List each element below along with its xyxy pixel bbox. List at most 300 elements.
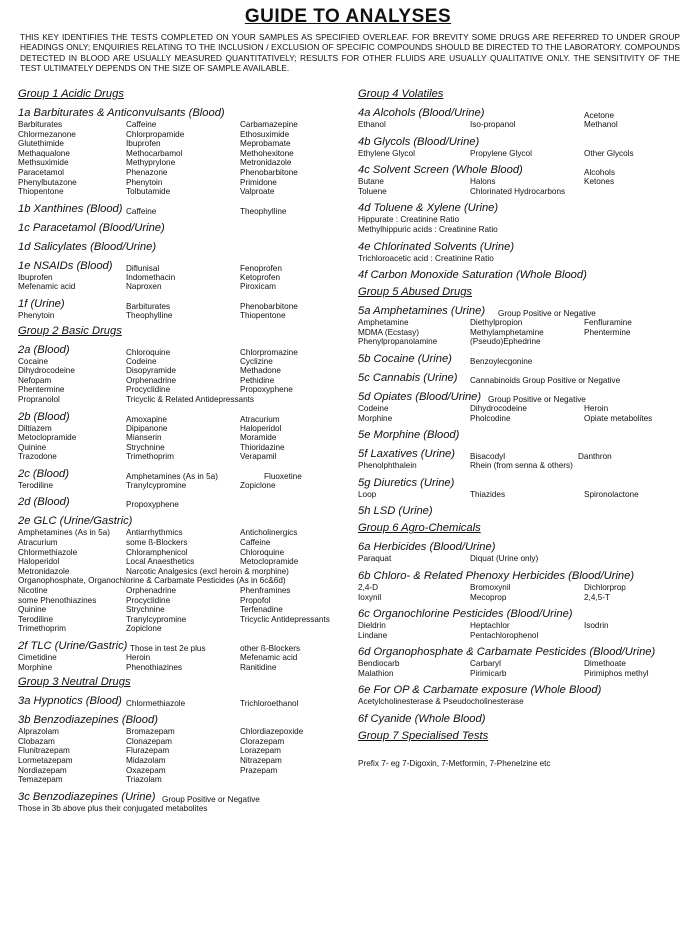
drug-name: Chloramphenicol (126, 547, 188, 557)
drug-list (358, 177, 683, 196)
drug-row (18, 168, 348, 178)
drug-list (18, 727, 348, 785)
drug-name: Fenfluramine (584, 318, 632, 328)
test-heading-text: 2c (Blood) (18, 467, 69, 480)
drug-list (358, 621, 683, 640)
drug-name: Zopiclone (126, 624, 162, 634)
drug-name: Chloroquine (240, 547, 285, 557)
test-section (358, 241, 683, 264)
drug-row (18, 187, 348, 197)
drug-name: Paraquat (358, 554, 392, 564)
drug-row (18, 775, 348, 785)
test-heading-text: 2f TLC (Urine/Gastric) (18, 640, 128, 652)
drug-name: Flurazepam (126, 746, 170, 756)
test-section (358, 608, 683, 640)
drug-name: some Phenothiazines (18, 595, 97, 605)
test-section (358, 713, 683, 726)
drug-name: Spironolactone (584, 489, 639, 499)
test-section (358, 541, 683, 564)
drug-name: Chlorinated Hydrocarbons (470, 186, 566, 196)
test-heading-text: 5f Laxatives (Urine) (358, 448, 455, 461)
test-section (18, 714, 348, 785)
inline-entry: Chlormethiazole (126, 699, 186, 709)
drug-list (18, 528, 348, 634)
test-section (358, 202, 683, 234)
drug-row (18, 385, 348, 395)
test-heading (18, 411, 348, 424)
drug-name: Ketoprofen (240, 272, 281, 282)
test-section (18, 791, 348, 814)
test-heading (358, 713, 683, 726)
drug-name: Cyclizine (240, 356, 273, 366)
drug-name: Haloperidol (18, 557, 60, 567)
drug-name: Caffeine (126, 120, 157, 129)
drug-row (18, 576, 348, 586)
drug-row (358, 554, 683, 564)
drug-name: Metoclopramide (240, 557, 299, 567)
inline-entry: Chlorpromazine (240, 347, 298, 357)
drug-row (358, 659, 683, 669)
test-heading-text: 5d Opiates (Blood/Urine) (358, 390, 482, 403)
drug-name: Mianserin (126, 433, 162, 443)
test-heading (358, 241, 683, 254)
test-heading-text: 6c Organochlorine Pesticides (Blood/Urine) (358, 608, 573, 621)
drug-row (18, 737, 348, 747)
drug-name: Mecoprop (470, 592, 507, 602)
group-heading: Group 4 Volatiles (358, 88, 444, 100)
drug-list (18, 653, 348, 672)
drug-row (358, 120, 683, 130)
drug-row (18, 548, 348, 558)
test-heading (18, 468, 348, 481)
drug-name: Codeine (358, 403, 389, 413)
test-section (358, 136, 683, 159)
inline-entry: Phenobarbitone (240, 301, 298, 311)
drug-list (358, 215, 683, 234)
drug-name: Pirimicarb (470, 668, 507, 678)
drug-name: Butane (358, 177, 384, 187)
test-heading (358, 477, 683, 490)
drug-name: Meprobamate (240, 139, 291, 149)
inline-entry: Amoxapine (126, 414, 167, 424)
drug-name: Methadone (240, 366, 281, 376)
drug-row (18, 538, 348, 548)
drug-row (358, 490, 683, 500)
inline-entry: Trichloroethanol (240, 699, 299, 709)
drug-name: Tranylcypromine (126, 614, 187, 624)
drug-name: Midazolam (126, 755, 166, 765)
test-heading (358, 164, 683, 177)
test-section (18, 260, 348, 292)
drug-name: Glutethimide (18, 139, 64, 149)
inline-entry: Fluoxetine (264, 471, 302, 481)
drug-name: Trichloroacetic acid : Creatinine Ratio (358, 253, 494, 263)
drug-list (358, 149, 683, 159)
drug-name: Phenylpropanolamine (358, 337, 438, 347)
test-section (358, 353, 683, 366)
drug-name: Moramide (240, 433, 277, 443)
test-section (18, 468, 348, 491)
drug-name: Nefopam (18, 375, 52, 385)
drug-name: Terodiline (18, 614, 54, 624)
drug-name: Chlordiazepoxide (240, 727, 304, 737)
drug-row (18, 366, 348, 376)
drug-name: Tolbutamide (126, 187, 171, 197)
drug-row (18, 443, 348, 453)
drug-name: Propoxyphene (240, 385, 293, 395)
drug-name: Dimethoate (584, 659, 626, 669)
drug-name: Local Anaesthetics (126, 557, 195, 567)
test-heading-text: 4d Toluene & Xylene (Urine) (358, 202, 499, 215)
test-heading-text: 5b Cocaine (Urine) (358, 352, 452, 365)
test-heading-text: 3c Benzodiazepines (Urine) (18, 790, 156, 803)
drug-name: Tricyclic & Related Antidepressants (126, 394, 255, 404)
drug-row (358, 631, 683, 641)
drug-row (358, 414, 683, 424)
prefix-note: Prefix 7- eg 7-Digoxin, 7-Metformin, 7-Phenelzine etc (358, 759, 551, 769)
drug-name: Nicotine (18, 586, 48, 596)
drug-row (18, 120, 348, 130)
drug-name: Valproate (240, 187, 275, 197)
drug-name: Procyclidine (126, 385, 171, 395)
drug-name: Terfenadine (240, 605, 283, 615)
test-heading-text: 4a Alcohols (Blood/Urine) (358, 107, 485, 119)
test-heading-text: 6b Chloro- & Related Phenoxy Herbicides (Blood/Urine) (358, 569, 635, 582)
drug-name: (Pseudo)Ephedrine (470, 337, 541, 347)
test-section (18, 222, 348, 235)
drug-name: Ibuprofen (126, 139, 161, 149)
drug-row (18, 663, 348, 673)
drug-row (18, 557, 348, 567)
test-section (358, 448, 683, 471)
drug-name: Phenytoin (126, 177, 163, 187)
drug-name: Phenytoin (18, 310, 55, 320)
test-section (358, 570, 683, 602)
drug-row (358, 583, 683, 593)
drug-row (18, 273, 348, 283)
test-heading (18, 344, 348, 357)
drug-row (18, 586, 348, 596)
drug-list (358, 404, 683, 423)
drug-list (358, 318, 683, 347)
drug-name: Naproxen (126, 282, 162, 292)
inline-entry: Chloroquine (126, 347, 171, 357)
drug-name: Phenothiazines (126, 662, 182, 672)
test-section (358, 372, 683, 385)
drug-name: Quinine (18, 442, 47, 452)
test-heading-text: 2d (Blood) (18, 496, 70, 509)
test-heading (358, 202, 683, 215)
drug-list (358, 659, 683, 678)
test-heading (18, 714, 348, 727)
test-heading-text: 2b (Blood) (18, 410, 70, 423)
drug-name: Mefenamic acid (240, 653, 298, 662)
test-heading (358, 107, 683, 120)
drug-name: Chlormethiazole (18, 547, 78, 557)
drug-name: 2,4-D (358, 582, 379, 592)
test-heading (358, 608, 683, 621)
inline-entry: Group Positive or Negative (498, 309, 596, 319)
test-heading-text: 4c Solvent Screen (Whole Blood) (358, 164, 523, 177)
group-heading: Group 2 Basic Drugs (18, 324, 122, 337)
drug-list (358, 583, 683, 602)
drug-name: Phentermine (584, 327, 631, 337)
drug-name: Ibuprofen (18, 272, 53, 282)
drug-row (358, 669, 683, 679)
inline-entry: Bisacodyl (470, 452, 506, 462)
test-heading-text: 6f Cyanide (Whole Blood) (358, 713, 486, 726)
drug-name: Ioxynil (358, 592, 382, 602)
test-heading (18, 515, 348, 528)
drug-name: Theophylline (126, 310, 173, 320)
drug-row (18, 605, 348, 615)
drug-name: Terodiline (18, 480, 54, 490)
drug-row (18, 727, 348, 737)
test-heading-text: 5h LSD (Urine) (358, 505, 433, 518)
drug-name: Propofol (240, 595, 271, 605)
group-heading: Group 1 Acidic Drugs (18, 88, 124, 100)
test-heading-text: 4e Chlorinated Solvents (Urine) (358, 240, 515, 253)
drug-name: Phenframines (240, 586, 291, 596)
drug-list (18, 120, 348, 197)
drug-list (18, 357, 348, 405)
drug-row (358, 225, 683, 235)
drug-list (18, 804, 348, 814)
drug-name: Dichlorprop (584, 582, 626, 592)
drug-name: Metoclopramide (18, 433, 77, 443)
drug-name: Propylene Glycol (470, 148, 532, 158)
drug-name: Heroin (126, 653, 151, 662)
group-heading: Group 5 Abused Drugs (358, 286, 473, 299)
drug-name: Quinine (18, 605, 47, 615)
test-section (358, 164, 683, 196)
drug-list (18, 311, 348, 321)
drug-name: Halons (470, 177, 496, 187)
drug-name: Thioridazine (240, 442, 285, 452)
drug-row (18, 395, 348, 405)
drug-name: Strychnine (126, 605, 165, 615)
drug-name: Zopiclone (240, 480, 276, 490)
drug-name: Methylhippuric acids : Creatinine Ratio (358, 224, 498, 234)
inline-entry: Benzoylecgonine (470, 356, 533, 366)
test-section (18, 515, 348, 634)
drug-row (18, 766, 348, 776)
drug-list (358, 254, 683, 264)
drug-row (18, 178, 348, 188)
test-heading (358, 429, 683, 442)
drug-name: Bromoxynil (470, 582, 511, 592)
drug-list (18, 424, 348, 462)
drug-name: Nordiazepam (18, 765, 67, 775)
inline-entry: Propoxyphene (126, 500, 179, 510)
drug-name: Nitrazepam (240, 755, 282, 765)
drug-row (18, 756, 348, 766)
test-section (18, 203, 348, 216)
group-heading: Group 3 Neutral Drugs (18, 676, 131, 689)
drug-name: Phenolphthalein (358, 461, 417, 471)
drug-name: Malathion (358, 668, 394, 678)
drug-row (18, 149, 348, 159)
inline-entry: Those in test 2e plus (130, 644, 206, 653)
drug-name: 2,4,5-T (584, 592, 610, 602)
drug-name: Rhein (from senna & others) (470, 461, 573, 471)
drug-list (18, 273, 348, 292)
drug-name: Barbiturates (18, 120, 63, 129)
drug-row (18, 596, 348, 606)
drug-name: Pentachlorophenol (470, 630, 539, 640)
drug-name: Cimetidine (18, 653, 57, 662)
drug-name: Atracurium (18, 538, 58, 548)
drug-name: Other Glycols (584, 148, 634, 158)
drug-row (358, 328, 683, 338)
drug-name: Disopyramide (126, 366, 177, 376)
group-heading: Group 6 Agro-Chemicals (358, 522, 481, 535)
drug-name: Carbamazepine (240, 120, 298, 129)
test-heading-text: 5e Morphine (Blood) (358, 429, 460, 442)
drug-name: Codeine (126, 356, 157, 366)
drug-row (18, 433, 348, 443)
test-heading-text: 1c Paracetamol (Blood/Urine) (18, 221, 165, 234)
drug-name: Haloperidol (240, 423, 282, 433)
drug-name: Cocaine (18, 356, 49, 366)
drug-row (18, 481, 348, 491)
drug-row (18, 452, 348, 462)
test-section (18, 344, 348, 405)
drug-name: Strychnine (126, 442, 165, 452)
drug-name: Anticholinergics (240, 528, 298, 538)
test-heading (358, 505, 683, 518)
drug-name: Carbaryl (470, 659, 501, 669)
drug-name: Methanol (584, 120, 618, 129)
test-section (358, 391, 683, 423)
drug-name: Isodrin (584, 621, 609, 631)
drug-name: Loop (358, 489, 377, 499)
drug-name: Mefenamic acid (18, 282, 76, 292)
drug-name: Methohexitone (240, 148, 294, 158)
drug-name: Clobazam (18, 736, 55, 746)
test-heading-text: 6d Organophosphate & Carbamate Pesticides (Blood/Urine) (358, 646, 656, 659)
drug-name: Bromazepam (126, 727, 175, 737)
test-section (358, 107, 683, 130)
test-heading-text: 1f (Urine) (18, 297, 65, 310)
test-heading-text: 5g Diuretics (Urine) (358, 476, 455, 489)
inline-entry: Caffeine (126, 206, 157, 216)
drug-name: Dieldrin (358, 621, 386, 631)
drug-name: Chlorpropamide (126, 129, 185, 139)
drug-name: Amphetamines (As in 5a) (18, 528, 110, 538)
test-heading-text: 4b Glycols (Blood/Urine) (358, 135, 480, 148)
drug-row (358, 254, 683, 264)
drug-row (18, 139, 348, 149)
drug-name: Piroxicam (240, 282, 276, 292)
drug-name: Methsuximide (18, 158, 69, 168)
drug-name: Orphenadrine (126, 586, 177, 596)
drug-name: Clonazepam (126, 736, 172, 746)
test-heading-text: 2a (Blood) (18, 343, 70, 356)
drug-name: Toluene (358, 186, 387, 196)
test-heading (358, 136, 683, 149)
test-heading-text: 5a Amphetamines (Urine) (358, 305, 486, 318)
drug-name: MDMA (Ecstasy) (358, 327, 419, 337)
drug-list (358, 120, 683, 130)
drug-row (18, 376, 348, 386)
drug-name: Ketones (584, 177, 615, 187)
test-section (18, 107, 348, 197)
drug-row (18, 357, 348, 367)
drug-row (18, 130, 348, 140)
drug-list (358, 554, 683, 564)
drug-row (18, 624, 348, 634)
drug-name: Diltiazem (18, 423, 52, 433)
drug-list (358, 697, 683, 707)
drug-row (358, 337, 683, 347)
drug-list (18, 481, 348, 491)
drug-name: Primidone (240, 177, 277, 187)
drug-row (18, 653, 348, 663)
drug-name: Methyprylone (126, 158, 176, 168)
test-heading (18, 298, 348, 311)
drug-name: Pethidine (240, 375, 275, 385)
test-section (358, 646, 683, 678)
drug-name: Lormetazepam (18, 755, 73, 765)
drug-name: Metronidazole (18, 566, 70, 576)
drug-name: Acetylcholinesterase & Pseudocholinesterase (358, 697, 524, 707)
test-heading (358, 372, 683, 385)
page-title: GUIDE TO ANALYSES (244, 6, 452, 27)
test-heading (358, 448, 683, 461)
test-section (358, 505, 683, 518)
test-heading (358, 541, 683, 554)
drug-name: Prazepam (240, 765, 278, 775)
inline-entry: Group Positive or Negative (162, 794, 260, 804)
drug-name: Metronidazole (240, 158, 292, 168)
drug-row (358, 593, 683, 603)
drug-name: Trimethoprim (18, 624, 66, 634)
drug-name: Opiate metabolites (584, 413, 653, 423)
drug-name: Clorazepam (240, 736, 285, 746)
test-section (18, 411, 348, 462)
drug-row (358, 318, 683, 328)
drug-name: Flunitrazepam (18, 746, 70, 756)
test-heading (358, 646, 683, 659)
drug-row (18, 282, 348, 292)
drug-name: Phenobarbitone (240, 167, 298, 177)
test-heading-text: 6e For OP & Carbamate exposure (Whole Blood) (358, 684, 602, 697)
drug-row (18, 311, 348, 321)
test-heading (18, 260, 348, 273)
drug-name: Propranolol (18, 394, 60, 404)
test-section (358, 305, 683, 347)
drug-name: Oxazepam (126, 765, 166, 775)
right-column-sections (358, 87, 683, 743)
drug-row (358, 621, 683, 631)
drug-name: Pirimiphos methyl (584, 668, 649, 678)
drug-name: Hippurate : Creatinine Ratio (358, 215, 460, 225)
test-section (18, 496, 348, 509)
drug-row (18, 424, 348, 434)
drug-name: Triazolam (126, 775, 162, 785)
test-section (358, 269, 683, 282)
inline-entry: Amphetamines (As in 5a) (126, 471, 218, 481)
inline-entry: Danthron (578, 452, 612, 462)
drug-row (18, 746, 348, 756)
left-column (18, 84, 348, 813)
test-heading (358, 391, 683, 404)
drug-name: Those in 3b above plus their conjugated metabolites (18, 803, 208, 813)
drug-name: Dihydrocodeine (18, 366, 75, 376)
test-heading-text: 1a Barbiturates & Anticonvulsants (Blood) (18, 107, 225, 119)
drug-row (18, 615, 348, 625)
